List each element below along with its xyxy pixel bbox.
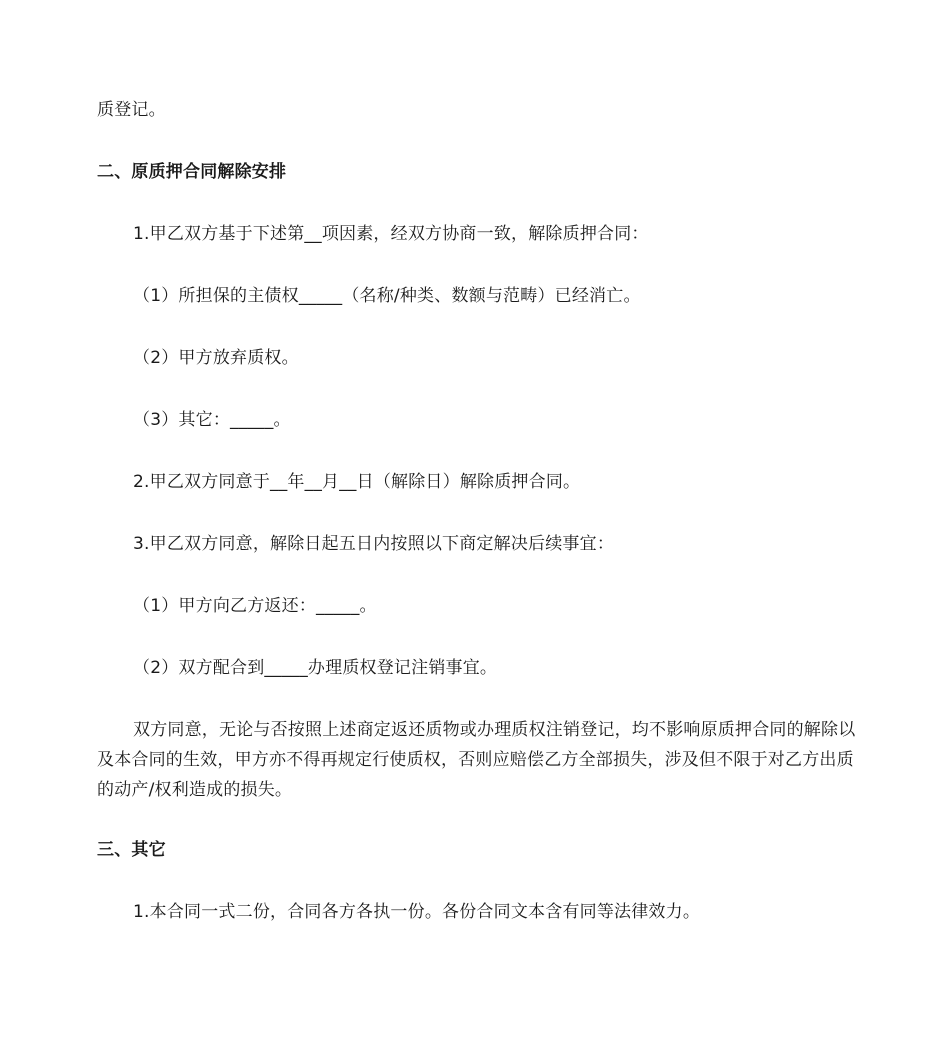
clause-1-item-2: （2）甲方放弃质权。 bbox=[133, 348, 299, 368]
section-heading-3: 三、其它 bbox=[97, 840, 166, 860]
text-line: 质登记。 bbox=[97, 100, 166, 120]
clause-1-item-1: （1）所担保的主债权_____（名称/种类、数额与范畴）已经消亡。 bbox=[133, 286, 641, 306]
agreement-paragraph: 双方同意，无论与否按照上述商定返还质物或办理质权注销登记，均不影响原质押合同的解除以及本合同的生效，甲方亦不得再规定行使质权，否则应赔偿乙方全部损失，涉及但不限于对乙方出质的动产/权利造成的损失。 bbox=[97, 720, 856, 800]
clause-2: 2.甲乙双方同意于__年__月__日（解除日）解除质押合同。 bbox=[133, 472, 581, 492]
clause-3-item-2: （2）双方配合到_____办理质权登记注销事宜。 bbox=[133, 658, 498, 678]
clause-1-item-3: （3）其它：_____。 bbox=[133, 410, 291, 430]
clause-other-1: 1.本合同一式二份，合同各方各执一份。各份合同文本含有同等法律效力。 bbox=[133, 902, 701, 922]
section-heading-2: 二、原质押合同解除安排 bbox=[97, 162, 287, 182]
clause-1: 1.甲乙双方基于下述第__项因素，经双方协商一致，解除质押合同： bbox=[133, 224, 649, 244]
clause-3-item-1: （1）甲方向乙方返还：_____。 bbox=[133, 596, 377, 616]
clause-3: 3.甲乙双方同意，解除日起五日内按照以下商定解决后续事宜： bbox=[133, 534, 615, 554]
